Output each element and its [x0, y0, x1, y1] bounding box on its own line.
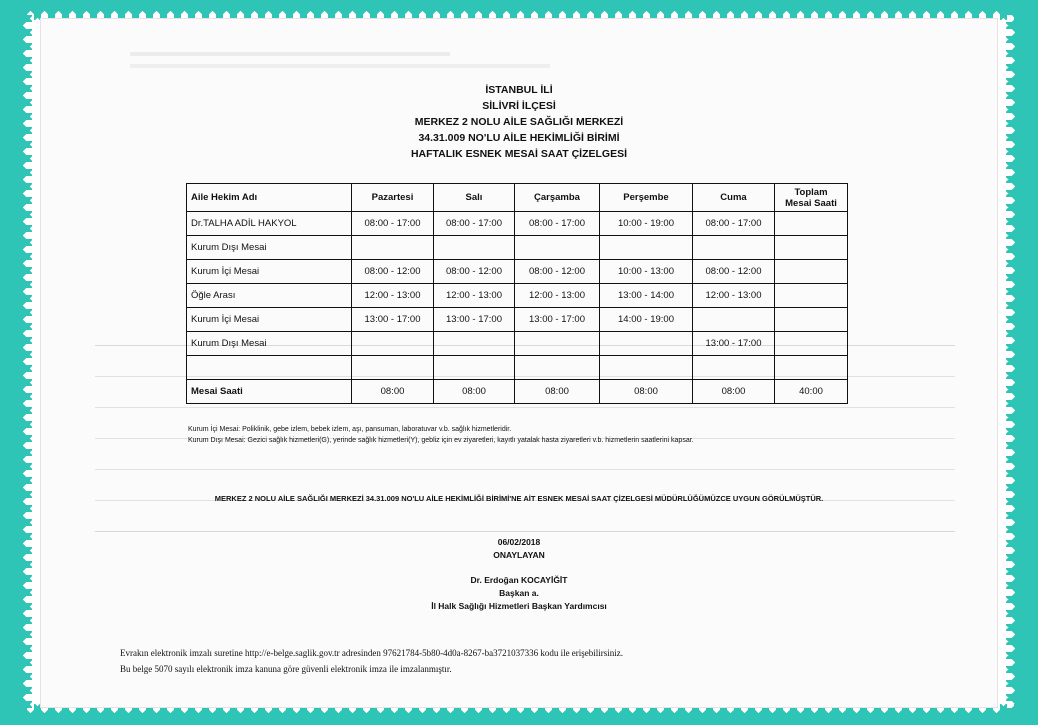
cell: 13:00 - 17:00: [515, 308, 600, 332]
cell: 08:00 - 17:00: [434, 212, 515, 236]
col-header-tuesday: Salı: [434, 184, 515, 212]
cell-row-label: Kurum Dışı Mesai: [187, 236, 352, 260]
header-district: SİLİVRİ İLÇESİ: [482, 100, 556, 112]
table-row: [187, 236, 848, 260]
cell-total: 08:00: [515, 380, 600, 404]
cell: 10:00 - 13:00: [600, 260, 693, 284]
cell: [600, 332, 693, 356]
cell-row-label: Kurum Dışı Mesai: [187, 332, 352, 356]
bleed-through-line: [130, 64, 550, 68]
header-province: İSTANBUL İLİ: [485, 84, 553, 96]
cell: 14:00 - 19:00: [600, 308, 693, 332]
cell: [352, 356, 434, 380]
cell-row-label: Kurum İçi Mesai: [187, 260, 352, 284]
col-header-total: Toplam Mesai Saati: [775, 184, 848, 212]
cell: 12:00 - 13:00: [515, 284, 600, 308]
table-row: [187, 332, 848, 356]
note-kurum-disi: Kurum Dışı Mesai: Gezici sağlık hizmetleri(G), yerinde sağlık hizmetleri(Y), gebliz için ev ziyaretleri, kayıtlı yatalak hasta ziyaretleri v.b. hizmetlerin saatlerini kapsar.: [188, 437, 694, 444]
table-row: [187, 212, 848, 236]
cell: 13:00 - 17:00: [693, 332, 775, 356]
table-total-row: [187, 380, 848, 404]
cell: 08:00 - 12:00: [434, 260, 515, 284]
cell: [693, 236, 775, 260]
cell: 08:00 - 17:00: [693, 212, 775, 236]
cell: [600, 236, 693, 260]
col-header-wednesday: Çarşamba: [515, 184, 600, 212]
table-header-row: [187, 184, 848, 212]
cell: [775, 212, 848, 236]
table-row: [187, 260, 848, 284]
cell: [515, 236, 600, 260]
cell: [187, 356, 352, 380]
col-header-monday: Pazartesi: [352, 184, 434, 212]
header-unit: 34.31.009 NO'LU AİLE HEKİMLİĞİ BİRİMİ: [418, 132, 620, 144]
approval-date: 06/02/2018: [497, 537, 541, 547]
schedule-table: [186, 183, 848, 404]
cell: [693, 308, 775, 332]
signer-name: Dr. Erdoğan KOCAYİĞİT: [470, 575, 568, 585]
col-header-doctor: Aile Hekim Adı: [187, 184, 352, 212]
cell: 08:00 - 12:00: [693, 260, 775, 284]
cell: [600, 356, 693, 380]
header-center: MERKEZ 2 NOLU AİLE SAĞLIĞI MERKEZİ: [414, 116, 624, 128]
cell-doctor-name: Dr.TALHA ADİL HAKYOL: [187, 212, 352, 236]
col-header-thursday: Perşembe: [600, 184, 693, 212]
cell: [515, 332, 600, 356]
table-row: [187, 284, 848, 308]
cell: 12:00 - 13:00: [352, 284, 434, 308]
cell: 12:00 - 13:00: [693, 284, 775, 308]
cell: [775, 260, 848, 284]
cell: 12:00 - 13:00: [434, 284, 515, 308]
cell: 08:00 - 12:00: [352, 260, 434, 284]
cell: [434, 332, 515, 356]
cell: 13:00 - 17:00: [352, 308, 434, 332]
cell-row-label: Kurum İçi Mesai: [187, 308, 352, 332]
signer-position: İl Halk Sağlığı Hizmetleri Başkan Yardımcısı: [431, 601, 607, 611]
approval-statement: MERKEZ 2 NOLU AİLE SAĞLIĞI MERKEZİ 34.31.009 NO'LU AİLE HEKİMLİĞİ BİRİMİ'NE AİT ESNEK MESAİ SAAT ÇİZELGESİ MÜDÜRLÜĞÜMÜZCE UYGUN GÖRÜLMÜŞTÜR.: [214, 494, 824, 503]
note-kurum-ici: Kurum İçi Mesai: Poliklinik, gebe izlem, bebek izlem, aşı, pansuman, laboratuvar v.b. sağlık hizmetleridir.: [188, 426, 512, 433]
cell: 13:00 - 17:00: [434, 308, 515, 332]
cell-total: 08:00: [434, 380, 515, 404]
cell-total: 08:00: [693, 380, 775, 404]
table-row-empty: [187, 356, 848, 380]
signer-title: Başkan a.: [499, 588, 539, 598]
cell: [434, 356, 515, 380]
cell-total-label: Mesai Saati: [187, 380, 352, 404]
cell: [775, 284, 848, 308]
bleed-through-line: [130, 52, 450, 56]
cell-row-label: Öğle Arası: [187, 284, 352, 308]
cell: [775, 236, 848, 260]
cell: 13:00 - 14:00: [600, 284, 693, 308]
notes: [188, 424, 694, 446]
cell: [775, 332, 848, 356]
table-row: [187, 308, 848, 332]
cell: [515, 356, 600, 380]
signature-date-block: [0, 536, 1038, 562]
cell: 10:00 - 19:00: [600, 212, 693, 236]
cell: 08:00 - 17:00: [352, 212, 434, 236]
approval-status: ONAYLAYAN: [493, 550, 545, 560]
header-title: HAFTALIK ESNEK MESAİ SAAT ÇİZELGESİ: [410, 148, 628, 160]
document-header: [0, 82, 1038, 162]
cell: [775, 356, 848, 380]
cell: [434, 236, 515, 260]
footer-verification: Evrakın elektronik imzalı suretine http://e-belge.saglik.gov.tr adresinden 97621784-5b80-4d0a-8267-ba3721037336 kodu ile erişebilirsiniz.: [120, 648, 624, 658]
cell-grand-total: 40:00: [775, 380, 848, 404]
cell-total: 08:00: [600, 380, 693, 404]
signature-block: [0, 574, 1038, 613]
footer-esign-notice: Bu belge 5070 sayılı elektronik imza kanuna göre güvenli elektronik imza ile imzalanmıştır.: [120, 664, 452, 674]
cell: 08:00 - 17:00: [515, 212, 600, 236]
cell: [693, 356, 775, 380]
col-header-friday: Cuma: [693, 184, 775, 212]
cell: [352, 236, 434, 260]
cell-total: 08:00: [352, 380, 434, 404]
cell: 08:00 - 12:00: [515, 260, 600, 284]
cell: [352, 332, 434, 356]
cell: [775, 308, 848, 332]
